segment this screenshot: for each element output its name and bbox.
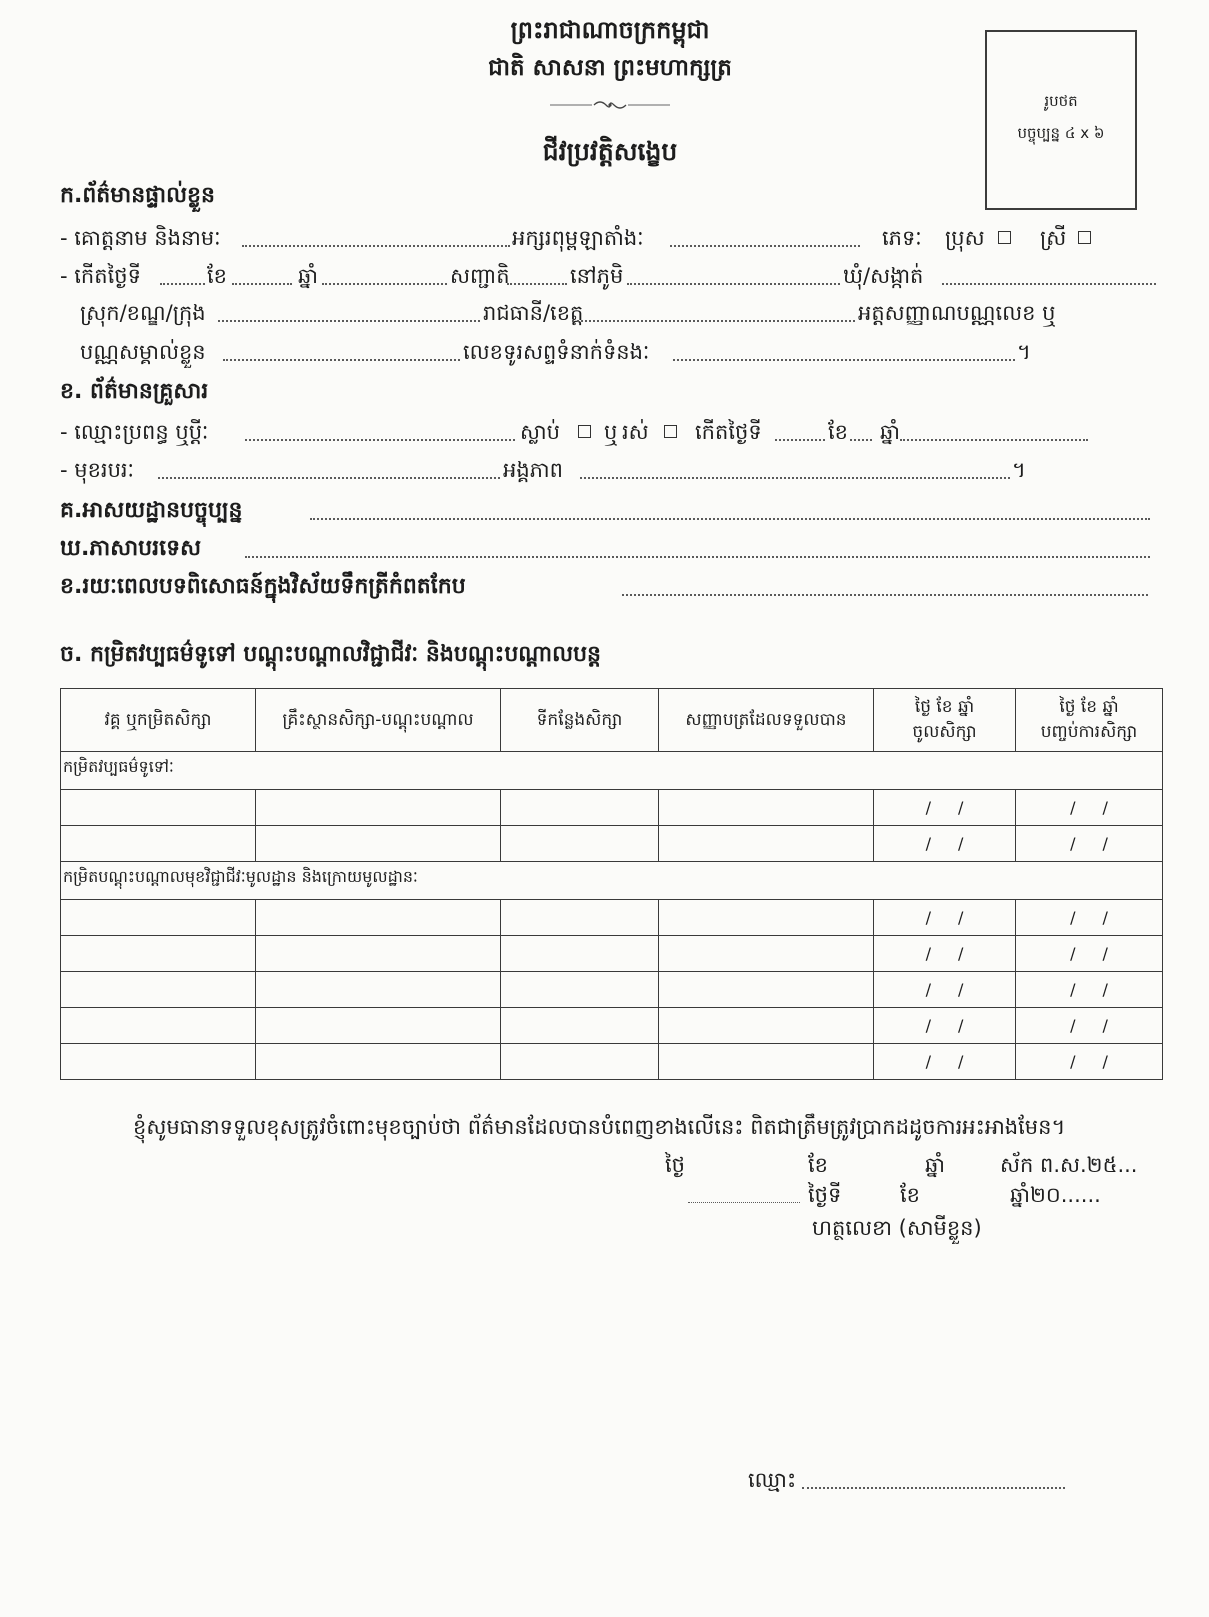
address-row: [0, 495, 1209, 527]
date-cell[interactable]: / /: [1016, 900, 1163, 936]
end-mark: ។: [1012, 458, 1026, 482]
column-header: [659, 689, 874, 752]
table-cell[interactable]: [256, 1044, 501, 1080]
date-cell[interactable]: / /: [874, 972, 1016, 1008]
occupation-label: - មុខរបរៈ: [60, 458, 134, 482]
date-cell[interactable]: / /: [1016, 972, 1163, 1008]
table-cell[interactable]: [659, 1044, 874, 1080]
photo-label: រូបថត: [1044, 92, 1078, 110]
deceased-checkbox[interactable]: [578, 425, 591, 438]
table-cell[interactable]: [659, 826, 874, 862]
date-cell[interactable]: / /: [874, 826, 1016, 862]
table-cell[interactable]: [501, 1008, 659, 1044]
group-label-row: [61, 752, 1163, 790]
date-cell[interactable]: / /: [1016, 1008, 1163, 1044]
column-header-text: ថ្ងៃ ខែ ឆ្នាំ: [914, 697, 975, 717]
birth-day-field[interactable]: [160, 283, 205, 285]
table-cell[interactable]: [61, 900, 256, 936]
column-header: [256, 689, 501, 752]
table-cell[interactable]: [659, 972, 874, 1008]
table-cell[interactable]: [501, 900, 659, 936]
spouse-birth-month-field[interactable]: [850, 439, 872, 441]
divider-ornament-icon: [548, 98, 672, 112]
date-year-label: ឆ្នាំ២០......: [1010, 1183, 1101, 1207]
signer-name-label: ឈ្មោះ: [748, 1468, 797, 1492]
column-header: [874, 689, 1016, 752]
buddhist-era-label: ស័ក ព.ស.២៥...: [1000, 1153, 1138, 1177]
id-card-label: បណ្ណសម្គាល់ខ្លួន: [80, 340, 206, 364]
district-field[interactable]: [218, 320, 480, 322]
id-phone-row: [0, 336, 1209, 368]
table-cell[interactable]: [501, 790, 659, 826]
spouse-birth-year-label: ឆ្នាំ: [880, 420, 900, 444]
table-cell[interactable]: [61, 972, 256, 1008]
occupation-row: [0, 454, 1209, 486]
spouse-name-label: - ឈ្មោះប្រពន្ធ ឬប្ដីៈ: [60, 420, 209, 444]
table-cell[interactable]: [501, 972, 659, 1008]
commune-field[interactable]: [942, 283, 1156, 285]
lunar-date-row: [0, 1149, 1209, 1181]
table-cell[interactable]: [256, 900, 501, 936]
table-cell[interactable]: [659, 936, 874, 972]
experience-row: [0, 571, 1209, 603]
sex-label: ភេទៈ: [882, 226, 922, 250]
table-cell[interactable]: [501, 936, 659, 972]
section-f-heading-line: [0, 639, 1209, 671]
column-header-text: សញ្ញាបត្រដែលទទួលបាន: [685, 709, 847, 730]
spouse-birth-day-field[interactable]: [775, 439, 825, 441]
male-label: ប្រុស: [945, 226, 985, 250]
district-row: [0, 297, 1209, 329]
table-cell[interactable]: [256, 972, 501, 1008]
female-checkbox[interactable]: [1078, 231, 1091, 244]
village-label: នៅភូមិ: [570, 264, 624, 288]
spouse-birth-year-field[interactable]: [900, 439, 1088, 441]
signer-name-row: [0, 1464, 1209, 1496]
column-header-text: វគ្គ ឬកម្រិតសិក្សា: [104, 709, 212, 730]
latin-name-label: អក្សរពុម្ពឡាតាំងៈ: [512, 226, 644, 250]
table-cell[interactable]: [61, 936, 256, 972]
commune-label: ឃុំ/សង្កាត់: [843, 264, 924, 288]
date-day-label: ថ្ងៃទី: [808, 1183, 842, 1207]
table-cell[interactable]: [659, 1008, 874, 1044]
table-cell[interactable]: [256, 790, 501, 826]
table-row: [61, 1044, 1163, 1080]
district-label: ស្រុក/ខណ្ឌ/ក្រុង: [80, 301, 206, 325]
date-cell[interactable]: / /: [874, 1044, 1016, 1080]
column-header-text: ចូលសិក្សា: [912, 722, 977, 742]
date-cell[interactable]: / /: [874, 790, 1016, 826]
column-header: [1016, 689, 1163, 752]
section-c-heading: គ.អាសយដ្ឋានបច្ចុប្បន្ន: [60, 498, 243, 523]
lunar-year-label: ឆ្នាំ: [925, 1153, 945, 1177]
declaration-line: [130, 1111, 1170, 1145]
date-cell[interactable]: / /: [1016, 826, 1163, 862]
lunar-month-label: ខែ: [808, 1153, 828, 1177]
column-header: [501, 689, 659, 752]
table-cell[interactable]: [501, 1044, 659, 1080]
nationality-label: សញ្ជាតិ: [450, 264, 510, 288]
table-cell[interactable]: [256, 1008, 501, 1044]
table-cell[interactable]: [61, 790, 256, 826]
spouse-name-field[interactable]: [245, 439, 515, 441]
table-row: [61, 790, 1163, 826]
birth-day-label: - កើតថ្ងៃទី: [60, 264, 141, 288]
experience-field[interactable]: [622, 594, 1148, 596]
birth-year-field[interactable]: [322, 283, 447, 285]
date-cell[interactable]: / /: [1016, 790, 1163, 826]
group-label: កម្រិតបណ្តុះបណ្តាលមុខវិជ្ជាជីវៈមូលដ្ឋាន និងក្រោយមូលដ្ឋានៈ: [61, 862, 1163, 900]
document-title: ជីវប្រវត្តិសង្ខេប: [542, 137, 678, 166]
section-b-heading: ខ. ព័ត៌មានគ្រួសារ: [60, 379, 209, 404]
table-row: [61, 900, 1163, 936]
province-field[interactable]: [572, 320, 855, 322]
column-header-text: គ្រឹះស្ថានសិក្សា-បណ្តុះបណ្តាល: [282, 709, 474, 730]
section-f-heading: ច. កម្រិតវប្បធម៌ទូទៅ បណ្តុះបណ្តាលវិជ្ជាជីវៈ និងបណ្តុះបណ្តាលបន្ត: [60, 642, 601, 667]
declaration-text: ខ្ញុំសូមធានាទទួលខុសត្រូវចំពោះមុខច្បាប់ថា ព័ត៌មានដែលបានបំពេញខាងលើនេះ ពិតជាត្រឹមត្រូវប្រាកដដូចការអះអាងមែន។: [133, 1115, 1066, 1139]
alive-label: រស់: [622, 420, 649, 444]
group-label-row: [61, 862, 1163, 900]
or-label: ឬ: [604, 420, 618, 444]
spouse-birth-month-label: ខែ: [828, 420, 848, 444]
province-label: រាជធានី/ខេត្ត: [483, 301, 584, 325]
column-header-text: ថ្ងៃ ខែ ឆ្នាំ: [1059, 697, 1119, 717]
latin-name-field[interactable]: [670, 245, 860, 247]
lunar-day-label: ថ្ងៃ: [665, 1153, 685, 1177]
name-label: - គោត្តនាម និងនាមៈ: [60, 226, 221, 250]
id-number-label: អត្តសញ្ញាណបណ្ណលេខ ឬ: [858, 301, 1056, 325]
date-cell[interactable]: / /: [874, 900, 1016, 936]
id-card-field[interactable]: [223, 359, 460, 361]
table-cell[interactable]: [61, 1044, 256, 1080]
date-cell[interactable]: / /: [874, 1008, 1016, 1044]
column-header-text: បញ្ចប់ការសិក្សា: [1040, 722, 1138, 742]
date-row: [0, 1179, 1209, 1211]
date-month-label: ខែ: [900, 1183, 920, 1207]
male-checkbox[interactable]: [998, 231, 1011, 244]
date-cell[interactable]: / /: [1016, 1044, 1163, 1080]
occupation-field[interactable]: [158, 477, 500, 479]
column-header: [61, 689, 256, 752]
birth-month-label: ខែ: [207, 264, 227, 288]
table-cell[interactable]: [256, 936, 501, 972]
table-cell[interactable]: [501, 826, 659, 862]
deceased-label: ស្លាប់: [520, 420, 560, 444]
kingdom-title: ព្រះរាជាណាចក្រកម្ពុជា: [510, 16, 710, 44]
photo-size-label: បច្ចុប្បន្ន ៤ x ៦: [1017, 124, 1105, 142]
education-table-header: [61, 689, 1163, 752]
languages-field[interactable]: [245, 556, 1150, 558]
phone-label: លេខទូរសព្ទទំនាក់ទំនងៈ: [463, 340, 650, 364]
national-motto: ជាតិ សាសនា ព្រះមហាក្សត្រ: [488, 55, 732, 81]
section-a-heading-line: [0, 180, 1209, 212]
nationality-field[interactable]: [507, 283, 567, 285]
section-e-heading: ខ.រយៈពេលបទពិសោធន៍ក្នុងវិស័យទឹកត្រីកំពតកែប: [60, 574, 466, 599]
education-table: [60, 688, 1163, 1080]
phone-field[interactable]: [673, 359, 1015, 361]
group-label: កម្រិតវប្បធម៌ទូទៅៈ: [61, 752, 1163, 790]
section-a-heading: ក.ព័ត៌មានផ្ទាល់ខ្លួន: [60, 183, 215, 208]
village-field[interactable]: [627, 283, 840, 285]
table-cell[interactable]: [659, 790, 874, 826]
languages-row: [0, 533, 1209, 565]
birth-month-field[interactable]: [232, 283, 292, 285]
table-row: [61, 972, 1163, 1008]
workplace-label: អង្គភាព: [503, 458, 563, 482]
birth-year-label: ឆ្នាំ: [298, 264, 318, 288]
name-row: [0, 222, 1209, 254]
date-cell[interactable]: / /: [874, 936, 1016, 972]
end-mark: ។: [1017, 340, 1031, 364]
header-row: [61, 689, 1163, 752]
birth-row: [0, 260, 1209, 292]
education-table-body: [61, 752, 1163, 1080]
table-row: [61, 1008, 1163, 1044]
table-cell[interactable]: [61, 1008, 256, 1044]
alive-checkbox[interactable]: [664, 425, 677, 438]
table-cell[interactable]: [61, 826, 256, 862]
signature-caption: ហត្ថលេខា (សាមីខ្លួន): [812, 1216, 982, 1240]
section-d-heading: ឃ.ភាសាបរទេស: [60, 536, 202, 561]
date-cell[interactable]: / /: [1016, 936, 1163, 972]
spouse-row: [0, 416, 1209, 448]
section-b-heading-line: [0, 376, 1209, 408]
table-row: [61, 936, 1163, 972]
signer-name-field[interactable]: [802, 1487, 1065, 1489]
table-row: [61, 826, 1163, 862]
female-label: ស្រី: [1040, 226, 1067, 250]
workplace-field[interactable]: [580, 477, 1010, 479]
address-field[interactable]: [310, 518, 1150, 520]
table-cell[interactable]: [256, 826, 501, 862]
table-cell[interactable]: [659, 900, 874, 936]
place-field[interactable]: [688, 1202, 800, 1203]
column-header-text: ទីកន្លែងសិក្សា: [536, 709, 623, 730]
name-field[interactable]: [242, 245, 510, 247]
spouse-birth-day-label: កើតថ្ងៃទី: [695, 420, 762, 444]
signature-caption-row: [0, 1212, 1209, 1244]
